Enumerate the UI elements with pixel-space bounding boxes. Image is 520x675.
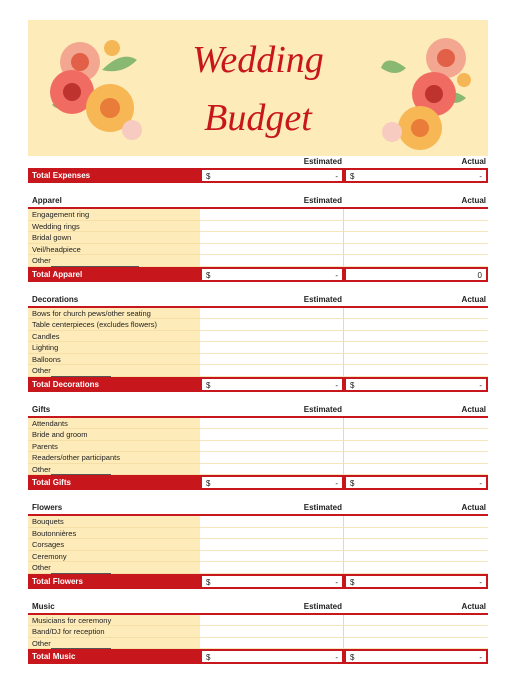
item-label: Other: [28, 562, 200, 574]
section-total-estimated-cell[interactable]: $ -: [200, 377, 344, 392]
actual-cell[interactable]: [344, 626, 488, 638]
estimated-cell[interactable]: [200, 342, 344, 354]
table-row: [28, 452, 488, 464]
actual-cell[interactable]: [344, 244, 488, 256]
estimated-header: Estimated: [303, 157, 342, 166]
table-row: [28, 209, 488, 221]
item-label: Candles: [28, 331, 200, 343]
table-row: [28, 232, 488, 244]
section-total-label: Total Gifts: [28, 475, 200, 490]
section-total-actual-cell[interactable]: $ -: [344, 649, 488, 664]
section-header: [28, 404, 488, 416]
table-row: [28, 562, 488, 574]
table-row: [28, 539, 488, 551]
item-label: Other: [28, 464, 200, 476]
estimated-header: Estimated: [303, 601, 342, 611]
item-label: Engagement ring: [28, 209, 200, 221]
section-title: Apparel: [32, 196, 62, 205]
actual-cell[interactable]: [344, 255, 488, 267]
actual-cell[interactable]: [344, 551, 488, 563]
estimated-cell[interactable]: [200, 539, 344, 551]
table-row: [28, 418, 488, 430]
actual-cell[interactable]: [344, 221, 488, 233]
item-label: Other: [28, 638, 200, 650]
section-total-label: Total Flowers: [28, 574, 200, 589]
table-row: [28, 464, 488, 476]
estimated-header: Estimated: [303, 196, 342, 205]
actual-cell[interactable]: [344, 562, 488, 574]
estimated-cell[interactable]: [200, 464, 344, 476]
section-total-row: [28, 649, 488, 664]
actual-cell[interactable]: [344, 441, 488, 453]
actual-cell[interactable]: [344, 308, 488, 320]
actual-cell[interactable]: [344, 528, 488, 540]
estimated-cell[interactable]: [200, 365, 344, 377]
table-row: [28, 354, 488, 366]
actual-cell[interactable]: [344, 319, 488, 331]
item-label: Bride and groom: [28, 429, 200, 441]
item-label: Attendants: [28, 418, 200, 430]
item-label: Musicians for ceremony: [28, 615, 200, 627]
actual-cell[interactable]: [344, 342, 488, 354]
item-label: Balloons: [28, 354, 200, 366]
header-banner: [28, 20, 488, 156]
actual-cell[interactable]: [344, 418, 488, 430]
actual-cell[interactable]: [344, 539, 488, 551]
estimated-cell[interactable]: [200, 562, 344, 574]
estimated-cell[interactable]: [200, 232, 344, 244]
item-label: Ceremony: [28, 551, 200, 563]
estimated-cell[interactable]: [200, 221, 344, 233]
actual-cell[interactable]: [344, 354, 488, 366]
total-expenses-label: Total Expenses: [28, 168, 200, 183]
estimated-cell[interactable]: [200, 528, 344, 540]
section-title: Flowers: [32, 503, 63, 512]
actual-header: Actual: [461, 196, 486, 205]
table-row: [28, 319, 488, 331]
item-label: Parents: [28, 441, 200, 453]
item-label: Corsages: [28, 539, 200, 551]
estimated-cell[interactable]: [200, 331, 344, 343]
item-label: Boutonnières: [28, 528, 200, 540]
estimated-header: Estimated: [303, 294, 342, 304]
table-row: [28, 342, 488, 354]
table-row: [28, 429, 488, 441]
estimated-cell[interactable]: [200, 418, 344, 430]
actual-header: Actual: [461, 294, 486, 304]
item-label: Table centerpieces (excludes flowers): [28, 319, 200, 331]
estimated-cell[interactable]: [200, 638, 344, 650]
item-label: Veil/headpiece: [28, 244, 200, 256]
section-total-estimated-cell[interactable]: $ -: [200, 649, 344, 664]
actual-cell[interactable]: [344, 452, 488, 464]
section-header: [28, 195, 488, 207]
actual-cell[interactable]: [344, 429, 488, 441]
section-header: [28, 601, 488, 613]
estimated-cell[interactable]: [200, 319, 344, 331]
section-header: [28, 502, 488, 514]
estimated-cell[interactable]: [200, 209, 344, 221]
item-label: Lighting: [28, 342, 200, 354]
section-total-actual-cell[interactable]: $ -: [344, 574, 488, 589]
item-label: Other: [28, 255, 200, 267]
actual-cell[interactable]: [344, 516, 488, 528]
section-total-label: Total Decorations: [28, 377, 200, 392]
floral-decoration-right-icon: [376, 28, 486, 153]
section-total-row: [28, 267, 488, 282]
total-expenses-actual-cell[interactable]: $ -: [344, 168, 488, 183]
actual-cell[interactable]: [344, 331, 488, 343]
estimated-header: Estimated: [303, 404, 342, 414]
table-row: [28, 441, 488, 453]
section-total-label: Total Music: [28, 649, 200, 664]
table-row: [28, 516, 488, 528]
total-expenses-row: [28, 168, 488, 183]
table-row: [28, 626, 488, 638]
item-label: Readers/other participants: [28, 452, 200, 464]
table-row: [28, 244, 488, 256]
total-expenses-header: [28, 156, 488, 168]
estimated-cell[interactable]: [200, 441, 344, 453]
item-label: Bridal gown: [28, 232, 200, 244]
section-total-row: [28, 377, 488, 392]
title-line-2: Budget: [204, 97, 312, 139]
budget-sheet: [28, 20, 488, 664]
item-label: Band/DJ for reception: [28, 626, 200, 638]
section-total-actual-cell[interactable]: $ -: [344, 377, 488, 392]
actual-header: Actual: [461, 503, 486, 512]
actual-cell[interactable]: [344, 365, 488, 377]
table-row: [28, 528, 488, 540]
actual-cell[interactable]: [344, 464, 488, 476]
section-total-estimated-cell[interactable]: $ -: [200, 267, 344, 282]
table-row: [28, 365, 488, 377]
actual-cell[interactable]: [344, 232, 488, 244]
table-row: [28, 331, 488, 343]
item-label: Wedding rings: [28, 221, 200, 233]
budget-sections: [28, 183, 488, 664]
table-row: [28, 308, 488, 320]
table-row: [28, 551, 488, 563]
actual-cell[interactable]: [344, 615, 488, 627]
section-total-row: [28, 574, 488, 589]
estimated-cell[interactable]: [200, 516, 344, 528]
estimated-header: Estimated: [303, 503, 342, 512]
estimated-cell[interactable]: [200, 255, 344, 267]
table-row: [28, 638, 488, 650]
item-label: Bows for church pews/other seating: [28, 308, 200, 320]
estimated-cell[interactable]: [200, 244, 344, 256]
estimated-cell[interactable]: [200, 626, 344, 638]
estimated-cell[interactable]: [200, 615, 344, 627]
estimated-cell[interactable]: [200, 308, 344, 320]
section-total-estimated-cell[interactable]: $ -: [200, 475, 344, 490]
estimated-cell[interactable]: [200, 452, 344, 464]
section-total-label: Total Apparel: [28, 267, 200, 282]
section-header: [28, 294, 488, 306]
section-total-actual-cell[interactable]: $ -: [344, 475, 488, 490]
title-line-1: Wedding: [192, 39, 324, 81]
section-title: Decorations: [32, 294, 79, 304]
table-row: [28, 615, 488, 627]
item-label: Bouquets: [28, 516, 200, 528]
section-total-row: [28, 475, 488, 490]
total-expenses-estimated-cell[interactable]: $ -: [200, 168, 344, 183]
section-title: Music: [32, 601, 55, 611]
actual-cell[interactable]: [344, 638, 488, 650]
actual-cell[interactable]: [344, 209, 488, 221]
section-total-actual-cell[interactable]: 0: [344, 267, 488, 282]
actual-header: Actual: [461, 404, 486, 414]
estimated-cell[interactable]: [200, 354, 344, 366]
table-row: [28, 221, 488, 233]
actual-header: Actual: [461, 157, 486, 166]
item-label: Other: [28, 365, 200, 377]
actual-header: Actual: [461, 601, 486, 611]
section-total-estimated-cell[interactable]: $ -: [200, 574, 344, 589]
estimated-cell[interactable]: [200, 429, 344, 441]
section-title: Gifts: [32, 404, 51, 414]
table-row: [28, 255, 488, 267]
estimated-cell[interactable]: [200, 551, 344, 563]
